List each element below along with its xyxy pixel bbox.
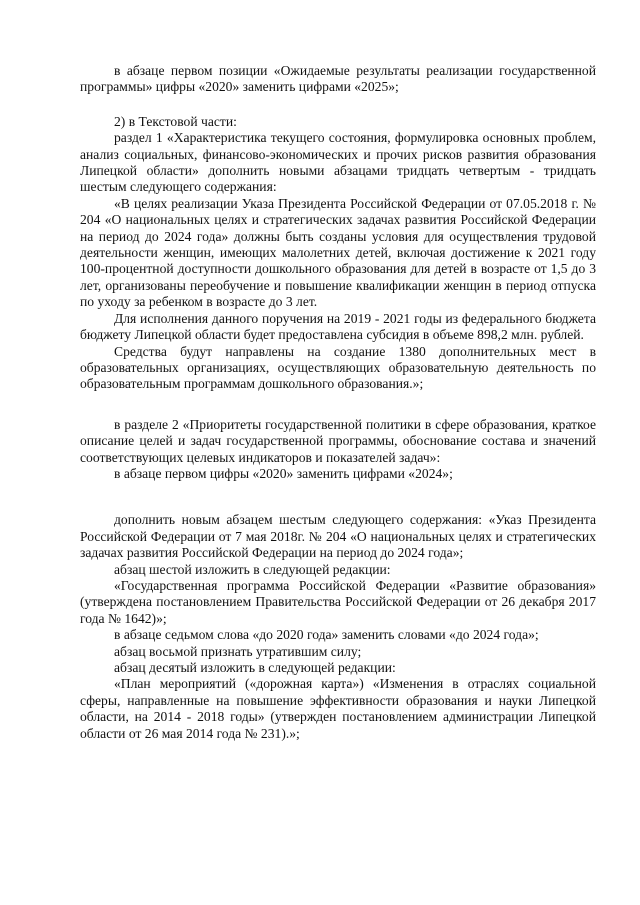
paragraph: Для исполнения данного поручения на 2019 - 2021 годы из федерального бюджета бюджету Липецкой области будет предоставлена субсидия в объеме 898,2 млн. рублей. bbox=[80, 310, 596, 343]
paragraph-quote: «План мероприятий («дорожная карта») «Изменения в отраслях социальной сферы, направленные на повышение эффективности образования и науки Липецкой области, на 2014 - 2018 годы» (утвержден постановлением администрации Липецкой области от 26 мая 2014 года № 231).»; bbox=[80, 676, 596, 741]
paragraph: Средства будут направлены на создание 1380 дополнительных мест в образовательных организациях, осуществляющих образовательную деятельность по образовательным программам дошкольного образования.»; bbox=[80, 343, 596, 392]
paragraph: дополнить новым абзацем шестым следующего содержания: «Указ Президента Российской Федерации от 7 мая 2018г. № 204 «О национальных целях и стратегических задачах развития Российской Федерации на период до 2024 года»; bbox=[80, 512, 596, 561]
document-page bbox=[80, 63, 596, 742]
paragraph: в абзаце первом позиции «Ожидаемые результаты реализации государственной программы» цифры «2020» заменить цифрами «2025»; bbox=[80, 63, 596, 95]
paragraph: в абзаце седьмом слова «до 2020 года» заменить словами «до 2024 года»; bbox=[114, 627, 539, 643]
paragraph: в абзаце первом цифры «2020» заменить цифрами «2024»; bbox=[114, 465, 453, 481]
paragraph: абзац десятый изложить в следующей редакции: bbox=[114, 660, 396, 675]
paragraph: абзац восьмой признать утратившим силу; bbox=[114, 643, 362, 659]
paragraph: раздел 1 «Характеристика текущего состояния, формулировка основных проблем, анализ социальных, финансово-экономических и прочих рисков развития образования Липецкой области» дополнить новыми абзацами тридцать четвертым - тридцать шестым следующего содержания: bbox=[80, 130, 596, 195]
paragraph-section-heading: 2) в Текстовой части: bbox=[114, 113, 237, 129]
paragraph: в разделе 2 «Приоритеты государственной политики в сфере образования, краткое описание целей и задач государственной программы, обоснование состава и значений соответствующих целевых индикаторов и показателей задач»: bbox=[80, 416, 596, 465]
paragraph-quote: «В целях реализации Указа Президента Российской Федерации от 07.05.2018 г. № 204 «О национальных целях и стратегических задачах развития Российской Федерации на период до 2024 года» должны быть созданы условия для осуществления трудовой деятельности женщин, имеющих малолетних детей, включая достижение к 2021 году 100-процентной доступности дошкольного образования для детей в возрасте от 1,5 до 3 лет, организованы переобучение и повышение квалификации женщин в период отпуска по уходу за ребенком в возрасте до 3 лет. bbox=[80, 195, 596, 310]
paragraph: абзац шестой изложить в следующей редакции: bbox=[114, 561, 391, 577]
paragraph-quote: «Государственная программа Российской Федерации «Развитие образования» (утверждена постановлением Правительства Российской Федерации от 26 декабря 2017 года № 1642)»; bbox=[80, 577, 596, 626]
